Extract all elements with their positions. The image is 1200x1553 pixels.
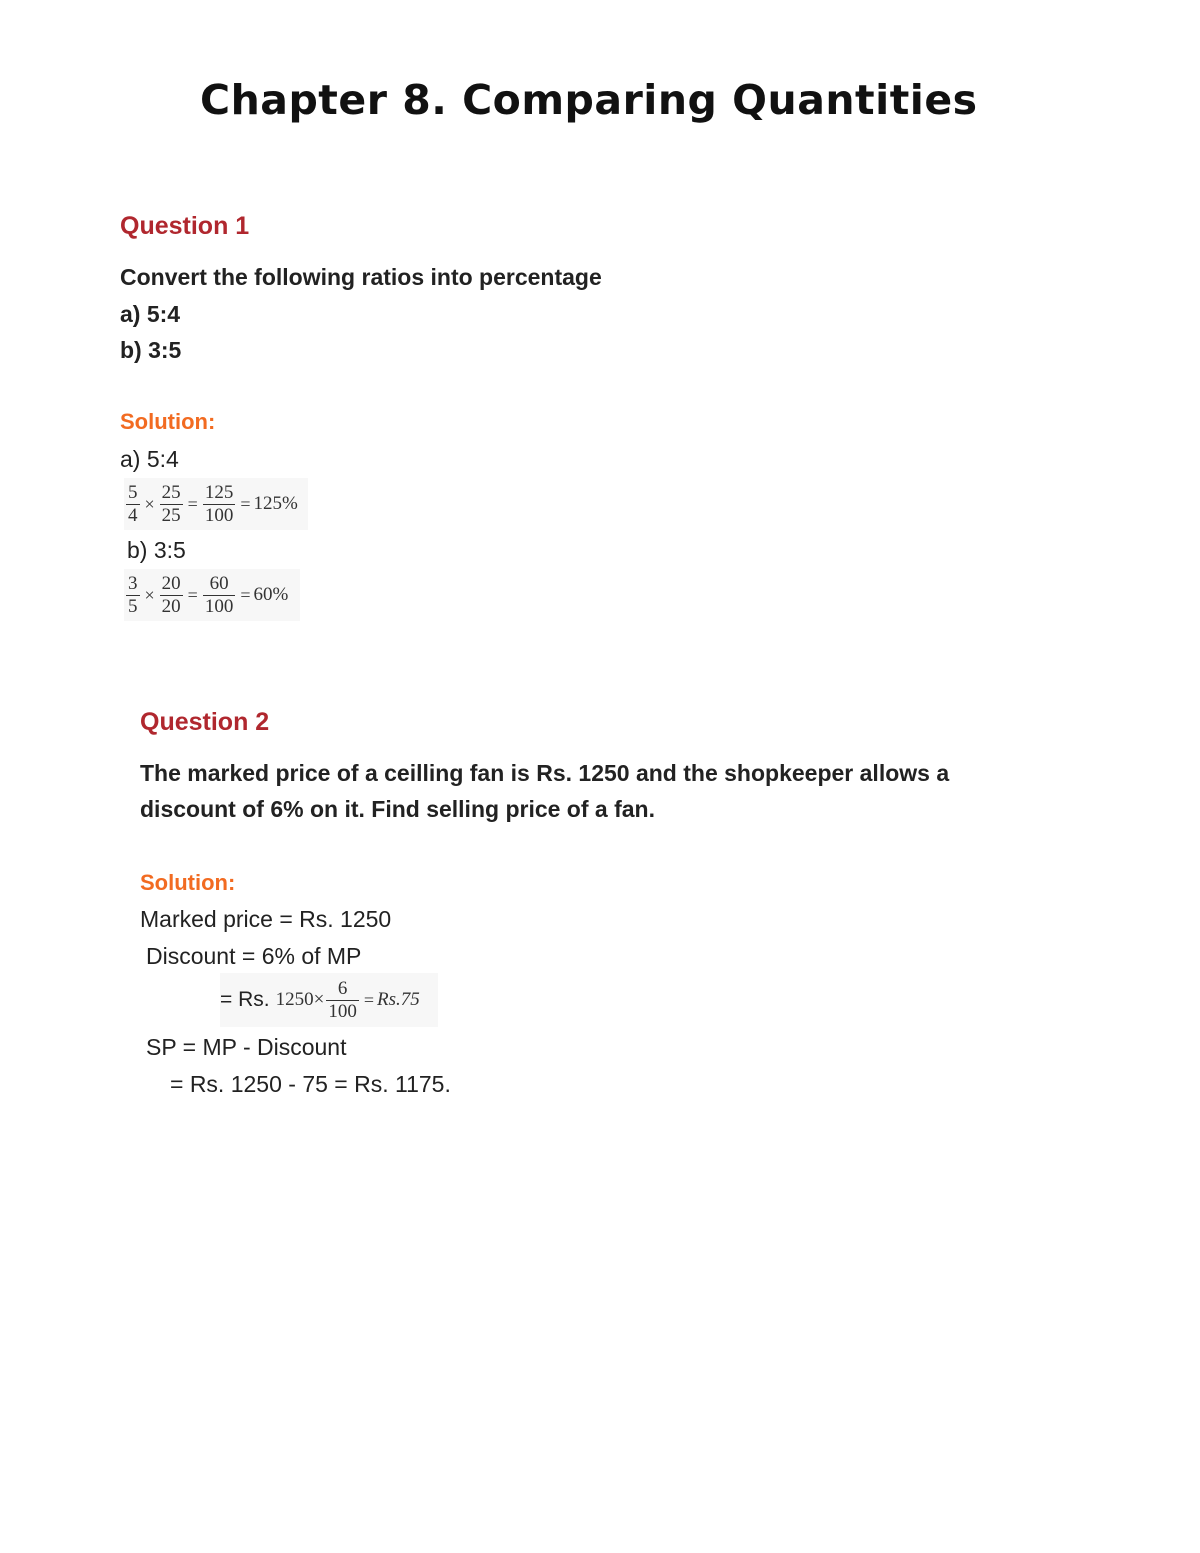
question-1-part-a: a) 5:4: [120, 301, 181, 327]
question-2-solution-heading: Solution:: [140, 870, 236, 895]
fraction: $\frac{3}{5}$: [128, 572, 138, 617]
question-1-solution-heading: Solution:: [120, 409, 216, 434]
solution-a-result: 125%: [253, 493, 298, 514]
question-2-prompt-line-1: The marked price of a ceilling fan is Rs. 1250 and the shopkeeper allows a: [140, 760, 950, 786]
solution-a-label: a) 5:4: [120, 446, 179, 472]
question-1-prompt: Convert the following ratios into percentage: [120, 264, 602, 290]
solution-b-label: b) 3:5: [127, 537, 186, 563]
solution-b-equation: $\frac{3}{5}$ × $\frac{20}{20}$ = $\frac{60}{100}$ = 60%: [124, 569, 300, 621]
solution-b-result: 60%: [253, 584, 289, 605]
discount-line: Discount = 6% of MP: [146, 943, 362, 969]
fraction: $\frac{125}{100}$: [204, 481, 234, 526]
question-1-part-b: b) 3:5: [120, 337, 182, 363]
calc-prefix: = Rs.: [220, 988, 270, 1011]
question-2-prompt-line-2: discount of 6% on it. Find selling price of a fan.: [140, 796, 655, 822]
fraction: $\frac{60}{100}$: [204, 572, 234, 617]
sp-formula-line: SP = MP - Discount: [146, 1034, 347, 1060]
fraction: $\frac{25}{25}$: [161, 481, 181, 526]
fraction: $\frac{20}{20}$: [161, 572, 181, 617]
fraction: $\frac{6}{100}$: [328, 977, 357, 1022]
question-2-heading: Question 2: [140, 708, 270, 736]
solution-a-equation: $\frac{5}{4}$ × $\frac{25}{25}$ = $\frac{125}{100}$ = 125%: [124, 478, 308, 530]
calc-result: Rs.75: [376, 989, 420, 1010]
page-title: Chapter 8. Comparing Quantities: [200, 76, 978, 124]
sp-value-line: = Rs. 1250 - 75 = Rs. 1175.: [170, 1071, 451, 1093]
fraction: $\frac{5}{4}$: [128, 481, 138, 526]
question-1-heading: Question 1: [120, 212, 250, 240]
discount-calculation: = Rs. 1250× $\frac{6}{100}$ = Rs.75: [220, 973, 438, 1027]
marked-price-line: Marked price = Rs. 1250: [140, 906, 392, 932]
calc-base: 1250×: [275, 989, 325, 1010]
